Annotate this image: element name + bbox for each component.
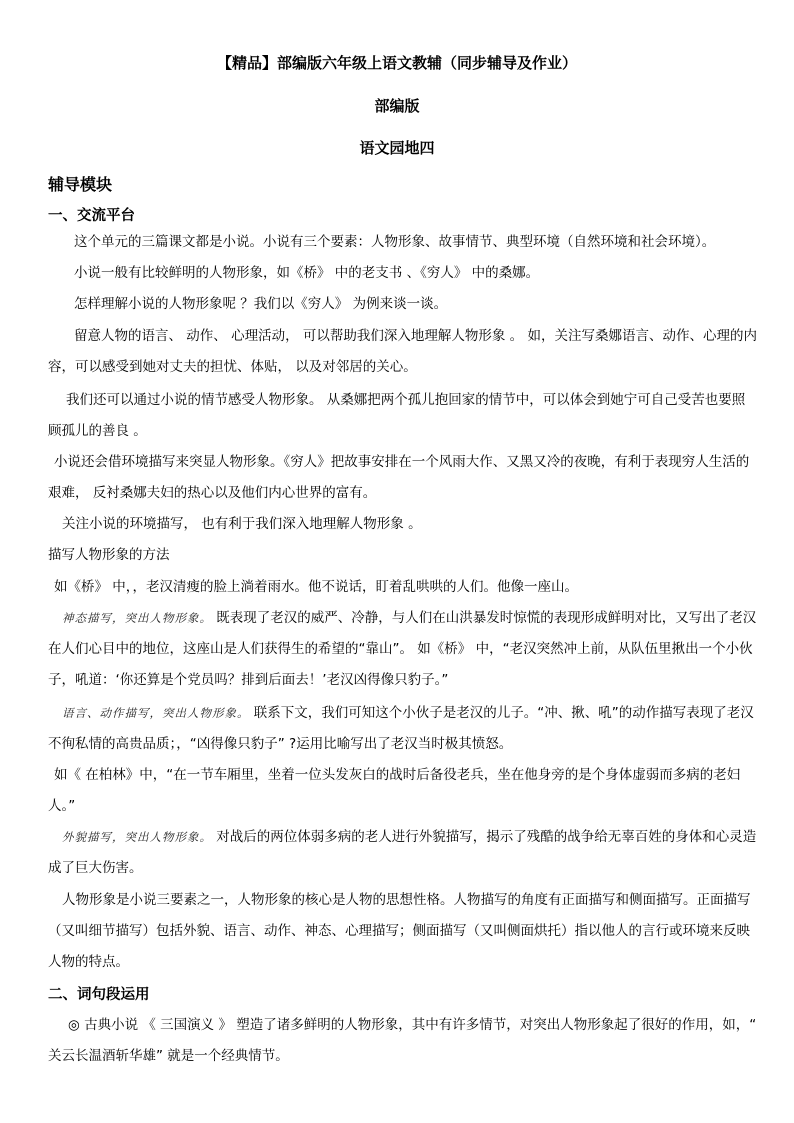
paragraph: 怎样理解小说的人物形象呢 ？我们以《穷人》 为例来谈一谈。	[74, 296, 448, 312]
module-heading: 辅导模块	[48, 175, 113, 194]
paragraph: ◎ 古典小说 《 三国演义 》 塑造了诸多鲜明的人物形象，其中有许多情节，对突出人物形象起了很好的作用，如，“ 关云长温酒斩华雄” 就是一个经典情节。	[48, 1017, 757, 1064]
paragraph: 我们还可以通过小说的情节感受人物形象。 从桑娜把两个孤儿抱回家的情节中，可以体会到她宁可自己受苦也要照顾孤儿的善良 。	[48, 392, 746, 439]
note-text: 联系下文，我们可知这个小伙子是老汉的儿子。“冲、揪、吼”的动作描写表现了老汉不徇私情的高贵品质；，“凶得像只豹子” ?运用比喻写出了老汉当时极其愤怒。	[48, 705, 754, 752]
note-text: 既表现了老汉的威严、冷静，与人们在山洪暴发时惊慌的表现形成鲜明对比，又写出了老汉在人们心目中的地位，这座山是人们获得生的希望的“靠山”。 如《桥》 中，“老汉突然冲上前，从队伍里揪出一个小伙子，吼道：‘你还算是个党员吗？排到后面去！’老汉凶得像只豹子。”	[48, 610, 757, 688]
handwritten-note: 神态描写，突出人物形象。	[62, 611, 212, 625]
annotated-paragraph	[48, 822, 758, 884]
paragraph: 留意人物的语言、 动作、 心理活动， 可以帮助我们深入地理解人物形象 。 如，关注写桑娜语言、动作、心理的内容，可以感受到她对丈夫的担忧、体贴， 以及对邻居的关心。	[48, 328, 757, 375]
annotated-paragraph	[48, 603, 758, 696]
paragraph: 这个单元的三篇课文都是小说。小说有三个要素：人物形象、故事情节、典型环境（自然环境和社会环境）。	[74, 234, 716, 250]
annotated-paragraph	[48, 698, 758, 760]
handwritten-note: 语言、动作描写，突出人物形象。	[62, 706, 250, 720]
method-label: 描写人物形象的方法	[48, 547, 170, 563]
section-heading-1: 一、交流平台	[48, 208, 135, 224]
edition-title: 部编版	[374, 97, 420, 115]
paragraph: 小说一般有比较鲜明的人物形象，如《桥》 中的老支书 、《穷人》 中的桑娜。	[74, 265, 540, 281]
example-paragraph: 如《 在柏林》中，“在一节车厢里，坐着一位头发灰白的战时后备役老兵，坐在他身旁的是个身体虚弱而多病的老妇人。”	[48, 767, 741, 814]
section-heading-2: 二、词句段运用	[48, 987, 150, 1003]
unit-title: 语文园地四	[359, 139, 435, 157]
paragraph: 关注小说的环境描写， 也有利于我们深入地理解人物形象 。	[62, 516, 422, 532]
paragraph: 人物形象是小说三要素之一，人物形象的核心是人物的思想性格。人物描写的角度有正面描写和侧面描写。正面描写（又叫细节描写）包括外貌、语言、动作、神态、心理描写；侧面描写（又叫侧面烘托）指以他人的言行或环境来反映人物的特点。	[48, 892, 751, 970]
paragraph: 小说还会借环境描写来突显人物形象。《穷人》把故事安排在一个风雨大作、又黑又冷的夜晚，有利于表现穷人生活的艰难， 反衬桑娜夫妇的热心以及他们内心世界的富有。	[48, 454, 750, 501]
document-title: 【精品】部编版六年级上语文教辅（同步辅导及作业）	[216, 54, 577, 72]
handwritten-note: 外貌描写，突出人物形象。	[62, 830, 212, 844]
note-text: 对战后的两位体弱多病的老人进行外貌描写，揭示了残酷的战争给无辜百姓的身体和心灵造成了巨大伤害。	[48, 829, 757, 876]
example-paragraph: 如《桥》 中，，老汉清瘦的脸上淌着雨水。他不说话，盯着乱哄哄的人们。他像一座山。	[54, 579, 579, 595]
